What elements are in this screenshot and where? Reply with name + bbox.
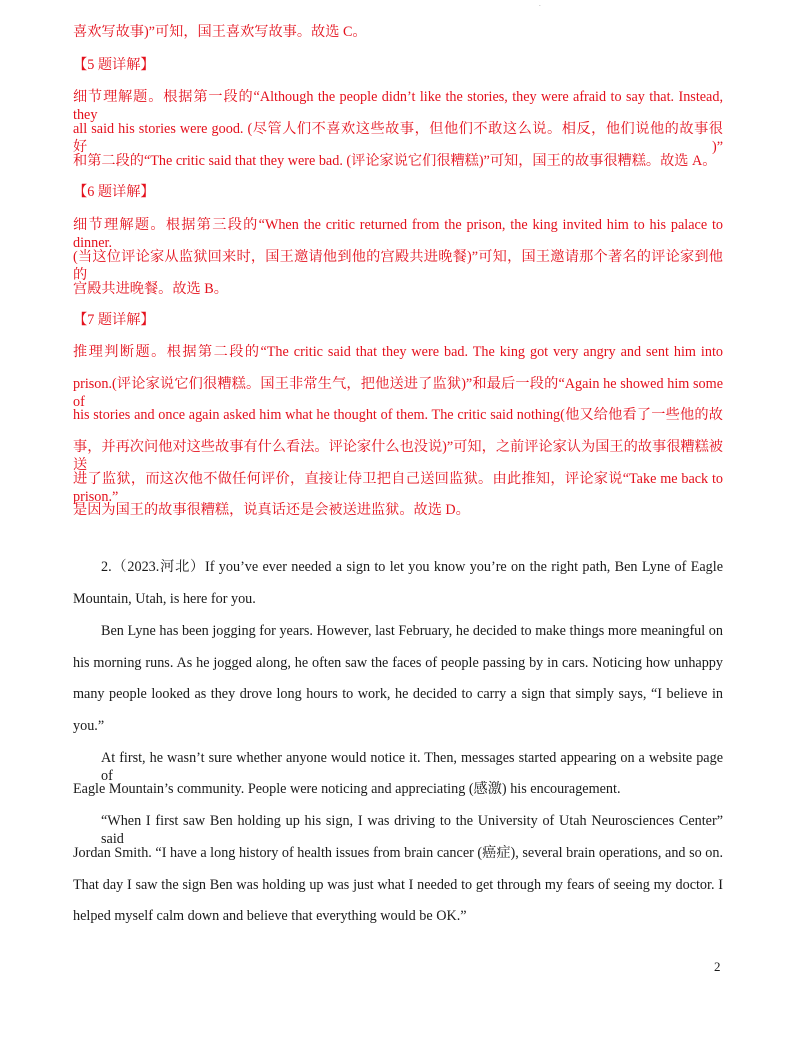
answer-line: 宫殿共进晚餐。故选 B。: [73, 281, 228, 297]
passage-line: “When I first saw Ben holding up his sign, I was driving to the University of Utah Neurosciences Center” said: [101, 813, 723, 847]
answer-line: 细节理解题。根据第三段的“When the critic returned from the prison, the king invited him to his palace to dinner.: [73, 217, 723, 251]
passage-line: 2.（2023.河北）If you’ve ever needed a sign to let you know you’re on the right path, Ben Lyne of Eagle: [101, 559, 723, 575]
answer-line: 细节理解题。根据第一段的“Although the people didn’t like the stories, they were afraid to say that. Instead, they: [73, 89, 723, 123]
passage-line: helped myself calm down and believe that everything would be OK.”: [73, 908, 467, 924]
header-mark: .: [539, 0, 541, 8]
answer-line: 是因为国王的故事很糟糕，说真话还是会被送进监狱。故选 D。: [73, 502, 470, 518]
page-number: 2: [714, 959, 721, 974]
answer-line: 事，并再次问他对这些故事有什么看法。评论家什么也没说)”可知，之前评论家认为国王的故事很糟糕被送: [73, 439, 723, 473]
answer-line: his stories and once again asked him what he thought of them. The critic said nothing(他又给他看了一些他的故: [73, 407, 723, 423]
answer-line: 进了监狱，而这次他不做任何评价，直接让侍卫把自己送回监狱。由此推知，评论家说“Take me back to prison.”: [73, 471, 723, 505]
passage-line: At first, he wasn’t sure whether anyone would notice it. Then, messages started appearing on a website page of: [101, 750, 723, 784]
passage-line: Jordan Smith. “I have a long history of health issues from brain cancer (癌症), several brain operations, and so on.: [73, 845, 723, 861]
passage-line: you.”: [73, 718, 105, 734]
answer-line: 喜欢写故事)”可知，国王喜欢写故事。故选 C。: [73, 24, 367, 40]
answer-line: 推理判断题。根据第二段的“The critic said that they were bad. The king got very angry and sent him into: [73, 344, 723, 360]
question-6-heading: 【6 题详解】: [73, 184, 155, 200]
passage-line: his morning runs. As he jogged along, he often saw the faces of people passing by in cars. Noticing how unhappy: [73, 655, 723, 671]
passage-line: Mountain, Utah, is here for you.: [73, 591, 256, 607]
passage-line: Ben Lyne has been jogging for years. However, last February, he decided to make things more meaningful on: [101, 623, 723, 639]
answer-line: 和第二段的“The critic said that they were bad. (评论家说它们很糟糕)”可知，国王的故事很糟糕。故选 A。: [73, 153, 717, 169]
answer-line: (当这位评论家从监狱回来时，国王邀请他到他的宫殿共进晚餐)”可知，国王邀请那个著名的评论家到他的: [73, 249, 723, 283]
passage-line: That day I saw the sign Ben was holding up was just what I needed to get through my fears of seeing my doctor. I: [73, 877, 723, 893]
answer-line: prison.(评论家说它们很糟糕。国王非常生气，把他送进了监狱)”和最后一段的“Again he showed him some of: [73, 376, 723, 410]
passage-line: Eagle Mountain’s community. People were noticing and appreciating (感激) his encouragement.: [73, 781, 621, 797]
answer-line: all said his stories were good. (尽管人们不喜欢这些故事，但他们不敢这么说。相反，他们说他的故事很好)”: [73, 121, 723, 155]
question-5-heading: 【5 题详解】: [73, 57, 155, 73]
passage-line: many people looked as they drove long hours to work, he decided to carry a sign that simply says, “I believe in: [73, 686, 723, 702]
question-7-heading: 【7 题详解】: [73, 312, 155, 328]
